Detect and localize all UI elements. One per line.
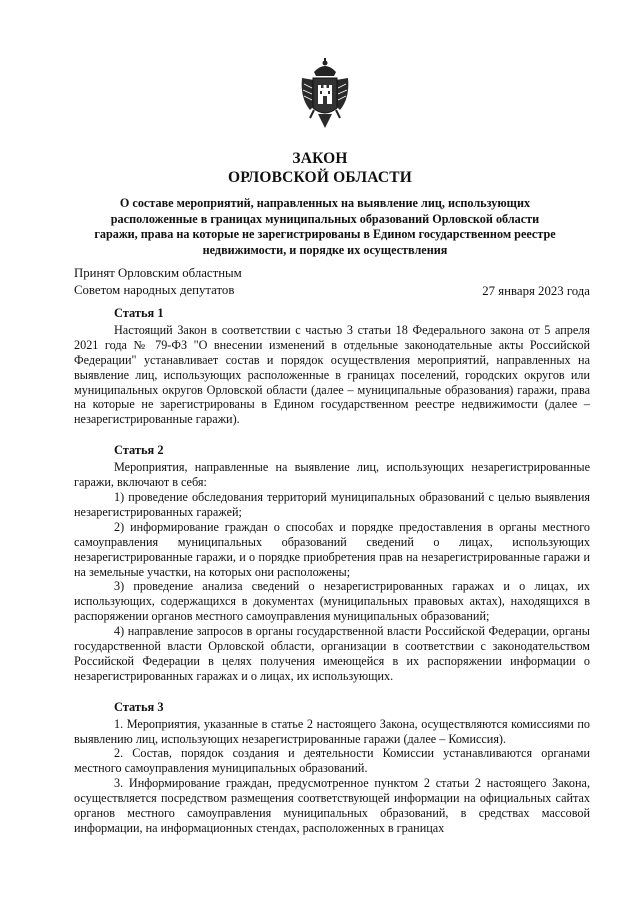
adoption-date: 27 января 2023 года (482, 284, 590, 298)
article-paragraph: 4) направление запросов в органы государственной власти Российской Федерации, органы государственной власти Орловской области, организации в соответствии с законодательством Российской Федерации в целях получения имеющейся в их распоряжении информации о незарегистрированных гаражах и о лицах, их использующих. (74, 624, 590, 683)
adoption-line: Советом народных депутатов (74, 283, 235, 297)
article-paragraph: Мероприятия, направленные на выявление лиц, использующих незарегистрированные гаражи, включают в себя: (74, 460, 590, 490)
article-title: Статья 2 (114, 443, 164, 458)
law-body (74, 306, 590, 836)
article-paragraph: 2) информирование граждан о способах и порядке предоставления в органы местного самоуправления муниципальных образований сведений о лицах, использующих незарегистрированные гаражи, и о порядке приобретения прав на незарегистрированные гаражи и на земельные участки, на которых они расположены; (74, 519, 590, 579)
article-title: Статья 1 (114, 306, 164, 320)
article-paragraph: 3) проведение анализа сведений о незарегистрированных гаражах и о лицах, их использующих, содержащихся в документах (муниципальных правовых актах), находящихся в распоряжении органов местного самоуправления муниципальных образований; (74, 579, 590, 624)
law-title: ЗАКОН (292, 150, 348, 167)
law-subtitle: О составе мероприятий, направленных на выявление лиц, использующих расположенные в границах муниципальных образований Орловской области гаражи, права на которые не зарегистрированы в Едином государственном реестре недвижимости, и порядке их осуществления (94, 196, 556, 257)
coat-of-arms-emblem (300, 58, 350, 132)
region-title: ОРЛОВСКОЙ ОБЛАСТИ (227, 169, 413, 186)
article (74, 306, 590, 427)
article-paragraph: Настоящий Закон в соответствии с частью 3 статьи 18 Федерального закона от 5 апреля 2021 года № 79-ФЗ "О внесении изменений в отдельные законодательные акты Российской Федерации" устанавливает состав и порядок осуществления мероприятий, направленных на выявление лиц, использующих расположенные в границах поселений, городских округов или муниципальных округов Орловской области (далее – муниципальные образования) гаражи, права на которые не зарегистрированы в Едином государственном реестре недвижимости (далее – незарегистрированные гаражи). (74, 322, 590, 427)
article-paragraph: 3. Информирование граждан, предусмотренное пунктом 2 статьи 2 настоящего Закона, осуществляется посредством размещения соответствующей информации на официальных сайтах органов местного самоуправления муниципальных образований, в средствах массовой информации, на информационных стендах, расположенных в границах (74, 776, 590, 835)
article (74, 443, 590, 684)
adoption-block (74, 265, 242, 299)
adoption-line: Принят Орловским областным (74, 266, 242, 280)
article (74, 700, 590, 836)
article-paragraph: 2. Состав, порядок создания и деятельности Комиссии устанавливаются органами местного самоуправления муниципальных образований. (74, 746, 590, 776)
article-title: Статья 3 (114, 699, 164, 714)
article-paragraph: 1. Мероприятия, указанные в статье 2 настоящего Закона, осуществляются комиссиями по выявлению лиц, использующих незарегистрированные гаражи (далее – Комиссия). (74, 716, 590, 746)
article-paragraph: 1) проведение обследования территорий муниципальных образований с целью выявления незарегистрированных гаражей; (74, 489, 590, 519)
